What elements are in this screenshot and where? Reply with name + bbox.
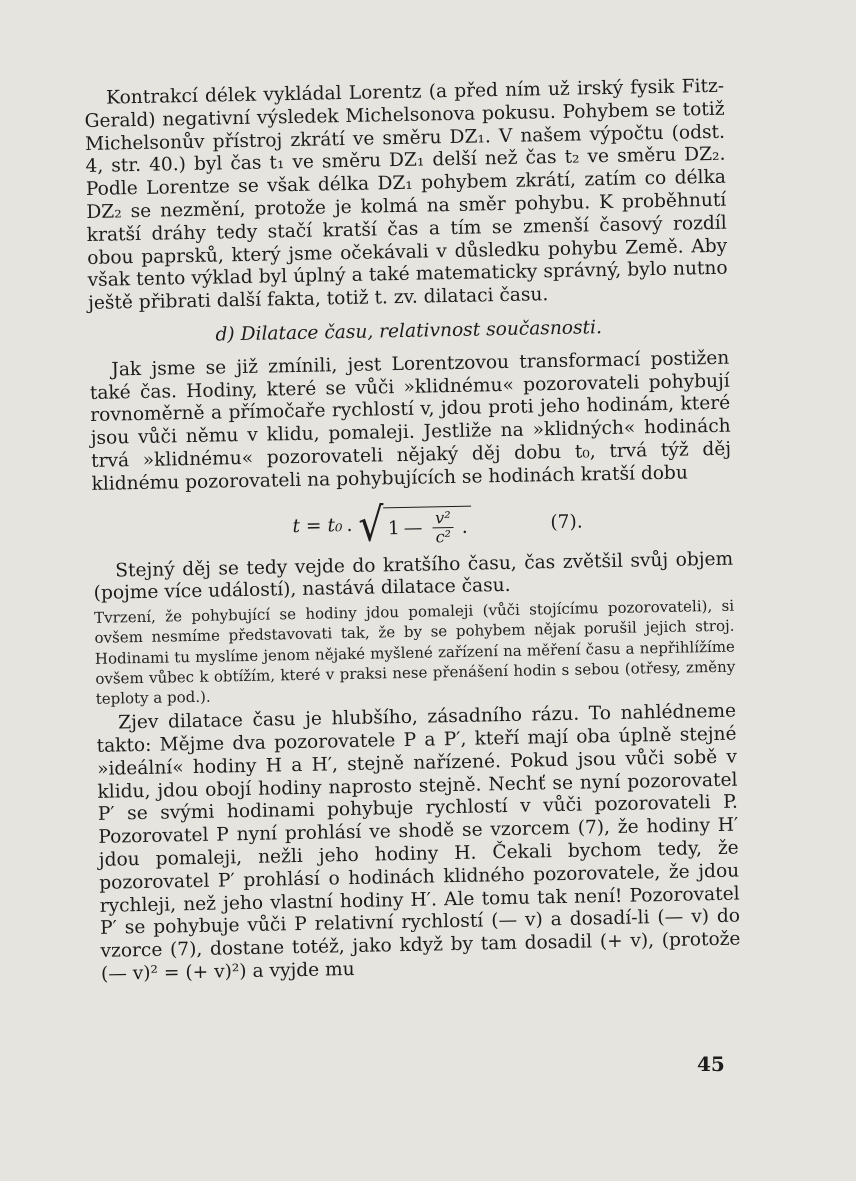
page-number: 45 [697,1052,725,1076]
radicand [384,505,473,547]
footnote-remark: Tvrzení, že pohybující se hodiny jdou pomaleji (vůči stojícímu pozorovateli), si ovšem nesmíme představovati tak, že by se pohybem nějak porušil jejich stroj. Hodinami tu myslíme jenom nějaké myšlené zařízení na měření času a nepřihlížíme ovšem vůbec k obtížím, které v praksi nese přenášení hodin s sebou (otřesy, změny teploty a pod.). [94,596,736,708]
formula-equals: = [305,515,322,537]
fraction-numerator: v² [432,509,454,528]
formula-dot: . [346,514,353,537]
paragraph-lorentz-contraction: Kontrakcí délek vykládal Lorentz (a před ním už irský fysik Fitz-Gerald) negativní výsledek Michelsonova pokusu. Pohybem se totiž Michelsonův přístroj zkrátí ve směru DZ₁. V našem výpočtu (odst. 4, str. 40.) byl čas t₁ ve směru DZ₁ delší než čas t₂ ve směru DZ₂. Podle Lorentze se však délka DZ₁ pohybem zkrátí, zatím co délka DZ₂ se nezmění, protože je kolmá na směr pohybu. K proběhnutí kratší dráhy tedy stačí kratší čas a tím se zmenší časový rozdíl obou paprsků, který jsme očekávali v důsledku pohybu Země. Aby však tento výklad byl úplný a také matematicky správný, bylo nutno ještě přibrati další fakta, totiž t. zv. dilataci času. [84,75,728,315]
formula-one: 1 [387,517,400,539]
formula-minus: — [403,517,423,539]
radical-sign-icon: √ [357,498,385,552]
equation-number: (7). [550,511,583,533]
text-block [84,76,741,987]
square-root [357,498,472,552]
paragraph-relativity-simultaneity: Zjev dilatace času je hlubšího, zásadního rázu. To nahlédneme takto: Mějme dva pozorovatele P a P′, kteří mají oba úplně stejné »ideální« hodiny H a H′, stejně nařízené. Pokud jsou vůči sobě v klidu, jdou obojí hodiny naprosto stejně. Nechť se nyní pozorovatel P′ se svými hodinami pohybuje rychlostí v vůči pozorovateli P. Pozorovatel P nyní prohlásí ve shodě se vzorcem (7), že hodiny H′ jdou pomaleji, nežli jeho hodiny H. Čekali bychom tedy, že pozorovatel P′ prohlásí o hodinách klidného pozorovatele, že jdou rychleji, než jeho vlastní hodiny H′. Ale tomu tak není! Pozorovatel P′ se pohybuje vůči P relativní rychlostí (— v) a dosadí-li (— v) do vzorce (7), dostane totéž, jako když by tam dosadil (+ v), (protože (— v)² = (+ v)²) a vyjde mu [96,700,741,985]
fraction-denominator: c² [435,526,452,546]
formula-expression [292,498,472,552]
formula-end-dot: . [461,516,468,538]
paragraph-time-dilation-intro: Jak jsme se již zmínili, jest Lorentzovou transformací postižen také čas. Hodiny, které se vůči »klidnému« pozorovateli pohybují rovnoměrně a přímočaře rychlostí v, jdou proti jeho hodinám, které jsou vůči němu v klidu, pomaleji. Jestliže na »klidných« hodinách trvá »klidnému« pozorovateli nějaký děj dobu t₀, trvá týž děj klidnému pozorovateli na pohybujících se hodinách kratší dobu [89,347,732,495]
formula-7 [92,488,733,554]
fraction [432,509,454,546]
formula-lhs: t [292,515,301,538]
paragraph-dilation-result: Stejný děj se tedy vejde do kratšího času, čas zvětšil svůj objem (pojme více událostí), nastává dilatace času. [93,548,734,605]
section-heading: d) Dilatace času, relativnost současnosti. [215,317,603,346]
formula-t0: t₀ [327,515,343,537]
